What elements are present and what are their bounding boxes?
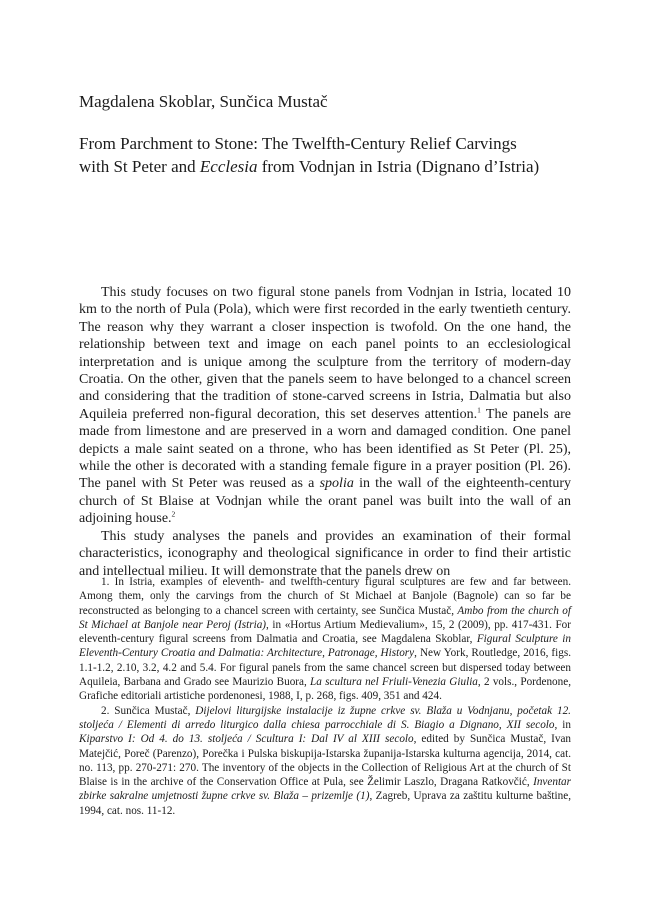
footnote-2-italic-3: Inventar zbirke sakralne umjetnosti župne crkve sv. Blaža – prizemlje (1) (79, 776, 571, 803)
footnote-1-text-a: 1. In Istria, examples of eleventh- and twelfth-century figural sculptures are few and far between. Among them, only the carvings from the church of St Michael at Banjole (Bagnole) can so far be reconstructed as belonging to a chancel screen with certainty, see Sunčica Mustač, (79, 576, 571, 617)
footnote-2-italic-2: Kiparstvo I: Od 4. do 13. stoljeća / Scultura I: Dal IV al XIII secolo (79, 733, 414, 746)
paragraph-1-italic: spolia (319, 476, 354, 492)
footnote-2-italic-1: Dijelovi liturgijske instalacije iz župne crkve sv. Blaža u Vodnjanu, početak 12. stoljeća / Elementi di arredo liturgico dalla chiesa parrocchiale di S. Biagio a Dignano, XII secolo (79, 704, 571, 731)
footnote-2-text-b: , in (554, 718, 571, 731)
footnote-ref-1: 1 (477, 405, 481, 415)
paragraph-2: This study analyses the panels and provides an examination of their formal characteristics, iconography and theological significance in order to find their artistic and intellectual milieu. It will demonstrate that the panels drew on (79, 528, 571, 579)
title-line-2-start: with St Peter and (79, 157, 200, 176)
paragraph-1-text-b: The panels are made from limestone and are preserved in a worn and damaged condition. One panel depicts a male saint seated on a throne, who has been identified as St Peter (Pl. 25), while the other is decorated with a standing female figure in a prayer position (Pl. 26). The panel with St Peter was reused as a (79, 406, 571, 492)
article-title (79, 132, 579, 178)
authors: Magdalena Skoblar, Sunčica Mustač (79, 92, 328, 111)
footnote-1-italic-2: Figural Sculpture in Eleventh-Century Croatia and Dalmatia: Architecture, Patronage, History (79, 633, 571, 660)
footnote-1-text-c: , New York, Routledge, 2016, figs. 1.1-1.2, 2.10, 3.2, 4.2 and 5.4. For figural panels from the same chancel screen but dispersed today between Aquileia, Barbana and Grado see Maurizio Buora, (79, 647, 571, 689)
footnote-1 (79, 575, 571, 704)
footnote-1-text-b: , in «Hortus Artium Medievalium», 15, 2 (2009), pp. 417-431. For eleventh-century figural screens from Dalmatia and Croatia, see Magdalena Skoblar, (79, 618, 572, 646)
title-line-2-end: from Vodnjan in Istria (Dignano d’Istria) (257, 157, 540, 176)
body-text (79, 284, 571, 580)
footnote-2 (79, 704, 571, 818)
footnote-1-italic-1: Ambo from the church of St Michael at Banjole near Peroj (Istria) (79, 604, 571, 631)
footnote-2-text-c: , edited by Sunčica Mustač, Ivan Matejčić, Poreč (Parenzo), Porečka i Pulska biskupija-Istarska županija-Istarska kulturna agencija, 2014, cat. no. 113, pp. 270-271: 270. The inventory of the objects in the Collection of Religious Art at the church of St Blaise is in the archive of the Conservation Office at Pula, see Želimir Laszlo, Dragana Ratkovčić, (79, 733, 572, 789)
paragraph-1-text-a: This study focuses on two figural stone panels from Vodnjan in Istria, located 10 km to the north of Pula (Pola), which were first recorded in the early twentieth century. The reason why they warrant a closer inspection is twofold. On the one hand, the relationship between text and image on each panel points to an ecclesiological interpretation and is unique among the sculpture from the territory of modern-day Croatia. On the other, given that the panels seem to have belonged to a chancel screen and considering that the tradition of stone-carved screens in Istria, Dalmatia but also Aquileia preferred non-figural decoration, this set deserves attention. (79, 285, 571, 422)
footnote-1-italic-3: La scultura nel Friuli-Venezia Giulia (310, 676, 478, 689)
footnote-1-text-d: , 2 vols., Pordenone, Grafiche editoriali artistiche pordenonesi, 1988, I, p. 268, figs. 409, 351 and 424. (79, 676, 571, 703)
paragraph-1-text-c: in the wall of the eighteenth-century church of St Blaise at Vodnjan while the orant panel was built into the wall of an adjoining house. (79, 476, 571, 527)
footnotes (79, 575, 571, 818)
title-italic-term: Ecclesia (199, 157, 258, 176)
paragraph-1 (79, 284, 571, 528)
footnote-ref-2: 2 (171, 509, 176, 519)
footnote-2-text-d: , Zagreb, Uprava za zaštitu kulturne baštine, 1994, cat. nos. 11-12. (79, 790, 572, 817)
footnote-2-text-a: 2. Sunčica Mustač, (101, 704, 196, 717)
title-line-1: From Parchment to Stone: The Twelfth-Century Relief Carvings (79, 134, 517, 153)
